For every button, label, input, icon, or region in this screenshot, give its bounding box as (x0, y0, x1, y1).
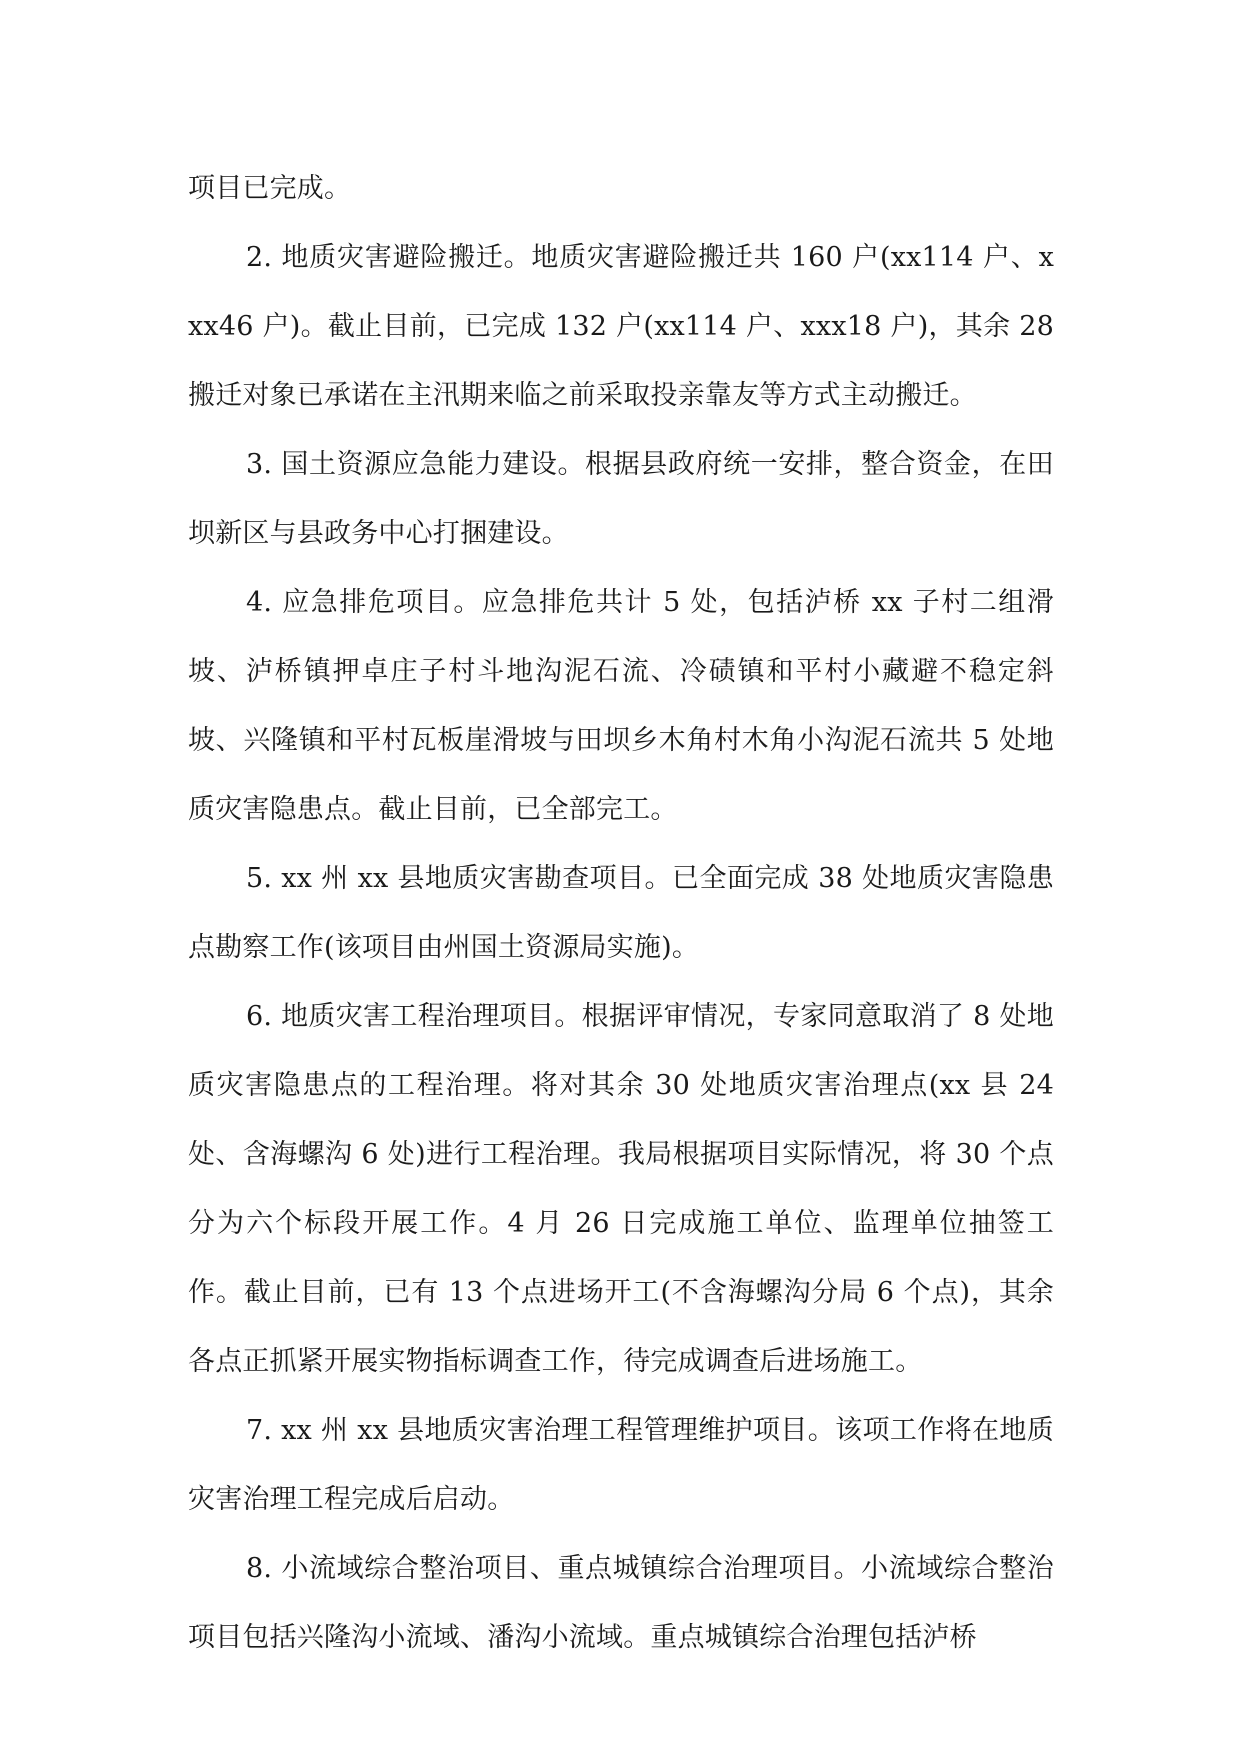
paragraph-continuation: 项目已完成。 (188, 173, 352, 204)
paragraph-item-4: 4. 应急排危项目。应急排危共计 5 处，包括泸桥 xx 子村二组滑坡、泸桥镇押卓庄子村斗地沟泥石流、冷碛镇和平村小藏避不稳定斜坡、兴隆镇和平村瓦板崖滑坡与田坝乡木角村木角小沟泥石流共 5 处地质灾害隐患点。截止目前，已全部完工。 (188, 587, 1054, 825)
document-body (188, 154, 1054, 1672)
paragraph-item-6: 6. 地质灾害工程治理项目。根据评审情况，专家同意取消了 8 处地质灾害隐患点的工程治理。将对其余 30 处地质灾害治理点(xx 县 24 处、含海螺沟 6 处)进行工程治理。我局根据项目实际情况，将 30 个点分为六个标段开展工作。4 月 26 日完成施工单位、监理单位抽签工作。截止目前，已有 13 个点进场开工(不含海螺沟分局 6 个点)，其余各点正抓紧开展实物指标调查工作，待完成调查后进场施工。 (188, 1001, 1054, 1377)
paragraph-item-2: 2. 地质灾害避险搬迁。地质灾害避险搬迁共 160 户(xx114 户、xxx46 户)。截止目前，已完成 132 户(xx114 户、xxx18 户)，其余 28 搬迁对象已承诺在主汛期来临之前采取投亲靠友等方式主动搬迁。 (188, 242, 1054, 411)
paragraph-item-7: 7. xx 州 xx 县地质灾害治理工程管理维护项目。该项工作将在地质灾害治理工程完成后启动。 (188, 1415, 1054, 1515)
paragraph-item-3: 3. 国土资源应急能力建设。根据县政府统一安排，整合资金，在田坝新区与县政务中心打捆建设。 (188, 449, 1054, 549)
paragraph-item-5: 5. xx 州 xx 县地质灾害勘查项目。已全面完成 38 处地质灾害隐患点勘察工作(该项目由州国土资源局实施)。 (188, 863, 1054, 963)
paragraph-item-8: 8. 小流域综合整治项目、重点城镇综合治理项目。小流域综合整治项目包括兴隆沟小流域、潘沟小流域。重点城镇综合治理包括泸桥 (188, 1553, 1054, 1653)
